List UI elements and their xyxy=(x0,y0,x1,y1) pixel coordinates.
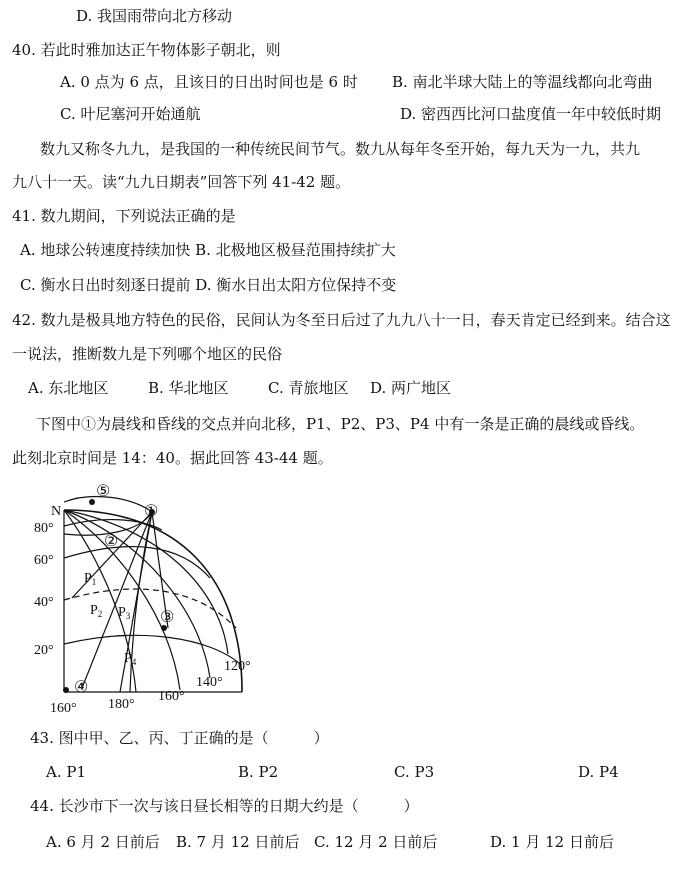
lon-180-label: 180° xyxy=(108,697,135,712)
lat-60-label: 60° xyxy=(34,553,54,568)
q41-stem: 41. 数九期间，下列说法正确的是 xyxy=(12,207,236,225)
q44-stem: 44. 长沙市下一次与该日昼长相等的日期大约是（ ） xyxy=(30,797,419,815)
intro-41-line2: 九八十一天。读“九九日期表”回答下列 41-42 题。 xyxy=(12,173,351,191)
q39-option-d: D. 我国雨带向北方移动 xyxy=(76,7,233,25)
meridian-2 xyxy=(64,510,180,690)
q41-options-ab[interactable]: A. 地球公转速度持续加快 B. 北极地区极昼范围持续扩大 xyxy=(20,241,396,259)
q43-option-a[interactable]: A. P1 xyxy=(46,763,87,781)
lat-80-label: 80° xyxy=(34,521,54,536)
q43-option-b[interactable]: B. P2 xyxy=(238,763,279,781)
intro-43-line1: 下图中①为晨线和昏线的交点并向北移，P1、P2、P3、P4 中有一条是正确的晨线或昏线。 xyxy=(36,415,645,433)
lat-20-line xyxy=(64,635,240,664)
q40-option-c[interactable]: C. 叶尼塞河开始通航 xyxy=(60,105,201,123)
q44-option-d[interactable]: D. 1 月 12 日前后 xyxy=(490,833,614,851)
lon-160w-label: 160° xyxy=(50,701,77,716)
p1-label: $P_1$ xyxy=(84,571,97,587)
q42-option-c[interactable]: C. 青旅地区 xyxy=(268,379,349,397)
lon-160e-label: 160° xyxy=(158,689,185,704)
north-label: N xyxy=(51,504,62,519)
p2-label: $P_2$ xyxy=(90,603,103,619)
lat-40-label: 40° xyxy=(34,595,54,610)
marker-5: ⑤ xyxy=(96,483,111,500)
marker-3: ③ xyxy=(160,609,175,626)
q42-option-d[interactable]: D. 两广地区 xyxy=(370,379,452,397)
q41-options-cd[interactable]: C. 衡水日出时刻逐日提前 D. 衡水日出太阳方位保持不变 xyxy=(20,276,397,294)
q44-option-c[interactable]: C. 12 月 2 日前后 xyxy=(314,833,438,851)
point-5-dot xyxy=(89,499,95,505)
q42-stem-line1: 42. 数九是极具地方特色的民俗，民间认为冬至日后过了九九八十一日，春天肯定已经到来。结合这 xyxy=(12,311,671,329)
intro-41-line1: 数九又称冬九九，是我国的一种传统民间节气。数九从每年冬至开始，每九天为一九，共九 xyxy=(40,140,641,158)
terminator-diagram xyxy=(20,478,280,722)
lon-140-label: 140° xyxy=(196,675,223,690)
marker-2: ② xyxy=(104,533,119,550)
q44-option-b[interactable]: B. 7 月 12 日前后 xyxy=(176,833,300,851)
q40-stem: 40. 若此时雅加达正午物体影子朝北，则 xyxy=(12,41,281,59)
q43-stem: 43. 图中甲、乙、丙、丁正确的是（ ） xyxy=(30,729,329,747)
q43-option-d[interactable]: D. P4 xyxy=(578,763,619,781)
q40-option-a[interactable]: A. 0 点为 6 点，且该日的日出时间也是 6 时 xyxy=(60,73,358,91)
q44-option-a[interactable]: A. 6 月 2 日前后 xyxy=(46,833,160,851)
intro-43-line2: 此刻北京时间是 14：40。据此回答 43-44 题。 xyxy=(12,449,333,467)
q43-option-c[interactable]: C. P3 xyxy=(394,763,435,781)
point-4-dot xyxy=(63,687,69,693)
p3-label: $P_3$ xyxy=(118,605,131,621)
lat-20-label: 20° xyxy=(34,643,54,658)
q40-option-d[interactable]: D. 密西西比河口盐度值一年中较低时期 xyxy=(400,105,662,123)
q40-option-b[interactable]: B. 南北半球大陆上的等温线都向北弯曲 xyxy=(392,73,653,91)
q42-stem-line2: 一说法，推断数九是下列哪个地区的民俗 xyxy=(12,345,283,363)
q42-option-a[interactable]: A. 东北地区 xyxy=(28,379,109,397)
marker-1: ① xyxy=(144,503,159,520)
p4-label: $P_4$ xyxy=(124,651,137,667)
lon-120-label: 120° xyxy=(224,659,251,674)
q42-option-b[interactable]: B. 华北地区 xyxy=(148,379,229,397)
marker-4: ④ xyxy=(74,679,89,696)
